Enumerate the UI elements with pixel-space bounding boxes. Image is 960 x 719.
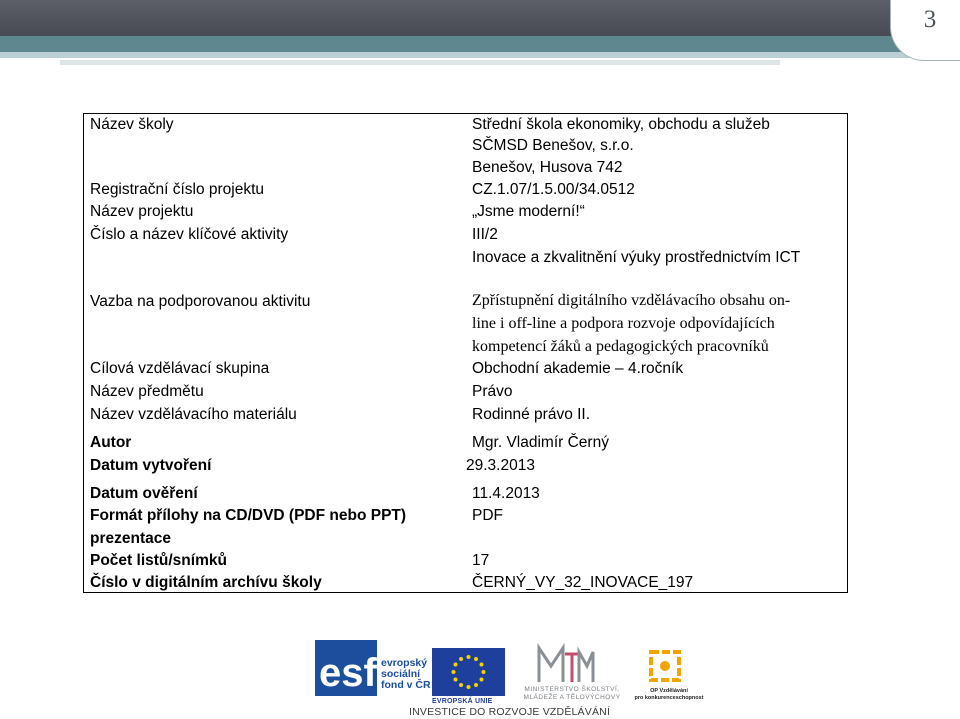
esf-caption-line2: sociální [381, 668, 421, 680]
target-group-label: Cílová vzdělávací skupina [90, 360, 270, 377]
attachment-format-value: PDF [472, 507, 503, 524]
author-value: Mgr. Vladimír Černý [472, 434, 609, 451]
created-date-label: Datum vytvoření [90, 457, 212, 474]
op-logo-icon [645, 646, 685, 686]
project-name-value: „Jsme moderní!“ [472, 203, 585, 220]
school-address: Benešov, Husova 742 [472, 159, 623, 176]
eu-caption: EVROPSKÁ UNIE [432, 698, 493, 705]
esf-caption-line1: evropský [381, 657, 428, 669]
archive-number-label: Číslo v digitálním archívu školy [90, 574, 322, 591]
msmt-caption-line2: MLÁDEŽE A TĚLOVÝCHOVY [523, 694, 621, 701]
supported-activity-label: Vazba na podporovanou aktivitu [90, 293, 311, 310]
esf-caption [381, 658, 431, 691]
author-label: Autor [90, 434, 132, 451]
archive-number-value: ČERNÝ_VY_32_INOVACE_197 [472, 574, 694, 591]
slide-count-value: 17 [472, 552, 490, 569]
key-activity-number: III/2 [472, 226, 498, 243]
op-caption-line2: pro konkurenceschopnost [634, 694, 704, 701]
verified-date-value: 11.4.2013 [472, 485, 540, 502]
target-group-value: Obchodní akademie – 4.ročník [472, 360, 684, 377]
top-accent-stripe [0, 36, 960, 52]
subject-value: Právo [472, 383, 513, 400]
msmt-logo-icon [535, 642, 595, 686]
subject-label: Název předmětu [90, 383, 204, 400]
op-caption-line1: OP Vzdělávání [650, 688, 688, 694]
esf-caption-line3: fond v ČR [381, 679, 431, 691]
eu-flag-icon [432, 648, 505, 696]
material-name-value: Rodinné právo II. [472, 406, 591, 423]
funding-logos [315, 640, 715, 719]
slide-count-label: Počet listů/snímků [90, 552, 227, 569]
project-name-label: Název projektu [90, 203, 194, 220]
top-header-band [0, 0, 960, 36]
school-name-line1: Střední škola ekonomiky, obchodu a služeb [472, 116, 770, 133]
registration-number-label: Registrační číslo projektu [90, 181, 265, 198]
msmt-caption-line1: MINISTERSTVO ŠKOLSTVÍ, [524, 686, 620, 693]
key-activity-label: Číslo a název klíčové aktivity [90, 226, 289, 243]
msmt-caption [513, 686, 631, 702]
investment-slogan: INVESTICE DO ROZVOJE VZDĚLÁVÁNÍ [409, 706, 611, 718]
slide-number: 3 [923, 6, 937, 33]
school-name-line2: SČMSD Benešov, s.r.o. [472, 137, 634, 154]
key-activity-name: Inovace a zkvalitnění výuky prostřednictvím ICT [472, 249, 801, 266]
school-name-label: Název školy [90, 116, 174, 133]
esf-logo-icon [315, 640, 377, 696]
project-info-table [83, 113, 848, 593]
verified-date-label: Datum ověření [90, 485, 198, 502]
material-name-label: Název vzdělávacího materiálu [90, 406, 297, 423]
supported-activity-line3: kompetencí žáků a pedagogických pracovníků [472, 338, 769, 355]
registration-number-value: CZ.1.07/1.5.00/34.0512 [472, 181, 635, 198]
attachment-format-label-2: prezentace [90, 530, 171, 547]
top-faint-stripe [60, 60, 780, 65]
created-date-value: 29.3.2013 [466, 457, 535, 474]
op-caption [633, 688, 705, 701]
supported-activity-line1: Zpřístupnění digitálního vzdělávacího obsahu on- [472, 292, 791, 309]
attachment-format-label: Formát přílohy na CD/DVD (PDF nebo PPT) [90, 507, 407, 524]
top-light-stripe [0, 52, 960, 58]
supported-activity-line2: line i off-line a podpora rozvoje odpovídajících [472, 315, 775, 332]
svg-text:esf: esf [319, 651, 377, 695]
